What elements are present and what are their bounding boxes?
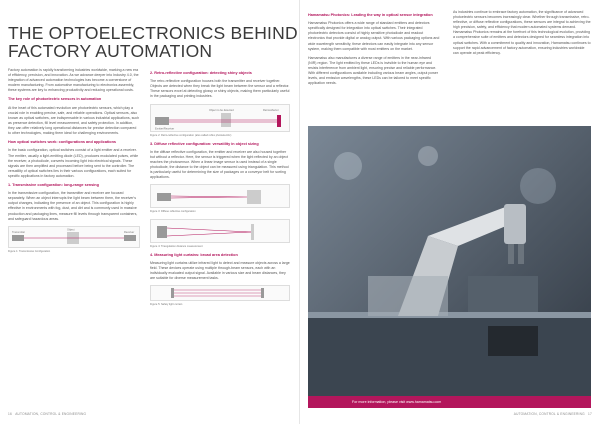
paragraph-photoelectric: At the heart of this automated revolution are photoelectric sensors, which play a crucial role in enabling precise, safe, and reliable operations. Optical sensors, also known as optical switches, are indispensable in various industrial applications, such as presence detection, fill level measurement, and safety protection. In addition, they can offer relatively long operational distances for precise detection compared to other technologies, making them ideal for challenging environments. [8, 105, 140, 136]
info-banner [308, 396, 591, 408]
retroreflector-shape [277, 115, 281, 127]
footer-left-text: AUTOMATION, CONTROL & ENGINEERING [15, 412, 87, 416]
heading-how-switches-work: How optical switches work: configurations and applications [8, 140, 117, 145]
middle-column [150, 68, 290, 412]
figure-light-curtain [150, 285, 290, 301]
fig1-label-object: Object [67, 228, 75, 232]
banner-text[interactable]: For more information, please visit www.hamamatsu.com [352, 400, 442, 404]
fig1-label-receiver: Receiver [124, 230, 135, 234]
robot-arm-image [308, 126, 591, 408]
light-curtain-diagram [151, 286, 289, 300]
figure-retro-reflective [150, 104, 290, 132]
heading-retro-reflective: 2. Retro-reflective configuration: detecting shiny objects [150, 71, 252, 75]
fig2-label-emitter-receiver: Emitter/Receiver [155, 127, 175, 131]
title-line-1: THE OPTOELECTRONICS BEHIND [8, 23, 298, 43]
footer-right-text: AUTOMATION, CONTROL & ENGINEERING [513, 412, 585, 416]
heading-photoelectric-sensors: The key role of photoelectric sensors in automation [8, 97, 102, 102]
figure-2-caption: Figure 2: Retro-reflective configuration (also called reflex photoelectric) [150, 133, 232, 137]
fig1-label-transmitter: Transmitter [12, 230, 26, 234]
diffuse-diagram [151, 185, 289, 207]
paragraph-conclusion: As industries continue to embrace factory automation, the significance of advanced photoelectric sensors becomes increasingly clear. Whether through transmissive, retro-reflective, or diffuse reflective configurations, these sensors are integral to achieving the high precision, safety, and efficiency that modern automated systems demand. Hamamatsu Photonics remains at the forefront of this technological evolution, providing a comprehensive suite of emitters and detectors designed for seamless integration into optical switches. With a commitment to quality and innovation, Hamamatsu continues to support the rapid advancement of factory automation, ensuring industries worldwide can operate at peak efficiency. [453, 10, 591, 55]
heading-light-curtains: 4. Measuring light curtains: broad area detection [150, 252, 238, 257]
paragraph-hamamatsu-detectors: Hamamatsu Photonics offers a wide range of standard emitters and detectors specifically designed for integration into optical switches. Their integrated photoelectric detectors consist of highly sensitive photodiode and readout electronics that provide digital or analog output. With various packaging options and wide wavelength sensitivity, these detectors can easily integrate into any sensor system, making them compatible with most emitters on the market. [308, 21, 440, 51]
paragraph-retro-reflective: The retro-reflective configuration houses both the transmitter and receiver together. Objects are detected when they break the light beam between the sensor and a reflector. These sensors excel at detecting glossy or shiny objects, making them particularly useful in the packaging and printing industries. [150, 79, 290, 99]
figure-3-caption: Figure 3: Diffuse reflective configuration [150, 210, 196, 214]
emitter-receiver-shape [155, 117, 169, 125]
right-column-2 [453, 10, 591, 130]
heading-diffuse: 3. Diffuse reflective configuration: versatility in object sizing [150, 141, 259, 146]
heading-hamamatsu: Hamamatsu Photonics: Leading the way in optical sensor integration [308, 13, 433, 17]
paragraph-light-curtains: Measuring light curtains utilize infrared light to detect and measure objects across a large field. These devices operate using multiple through-beam sensors, each with an individually evaluated output signal. Available in various size and beam distances, they are suitable for diverse measurement tasks. [150, 260, 290, 281]
transmitter-shape [12, 235, 24, 241]
paragraph-how-switches-work: In the basic configuration, optical switches consist of a light emitter and a receiver. The emitter, usually a light-emitting diode (LED), produces modulated pulses, while the receiver, a photodiode, converts incoming light into electrical signals. These signals are then amplified and processed before being sent to the controller. The versatility of optical switches lies in their various configurations, each suited for specific applications in factory automation. [8, 148, 139, 178]
receiver-shape [124, 235, 136, 241]
triangulation-diagram [151, 220, 289, 242]
factory-photo [308, 126, 591, 408]
left-column [8, 68, 140, 412]
footer-right [514, 412, 592, 416]
fig2-label-object: Object to be detected [209, 108, 234, 112]
figure-triangulation [150, 219, 290, 243]
heading-transmissive: 1. Transmissive configuration: long-range sensing [8, 183, 99, 187]
title-line-2: FACTORY AUTOMATION [8, 41, 213, 61]
figure-5-caption: Figure 5: Safety light curtain [150, 303, 183, 307]
page-number-right: 17 [588, 412, 592, 416]
right-page [300, 0, 600, 424]
page-number-left: 16 [8, 412, 12, 416]
intro-paragraph: Factory automation is rapidly transforming industries worldwide, marking a new era of efficiency, precision, and innovation. As we advance deeper into Industry 4.0, the integration of advanced automation technologies has become a cornerstone of modern manufacturing. From automotive manufacturing to electronics assembly, these systems are key to enhancing productivity and reducing operational costs. [8, 68, 139, 93]
paragraph-hamamatsu-emitters: Hamamatsu also manufactures a diverse range of emitters in the near-infrared (NIR) region. The light emitted by these LEDs is invisible to the human eye and resists interference from ambient light, ensuring precise and reliable performance. With different configurations available including various beam angles, output power levels, and emission wavelengths, these LEDs can be tailored to meet specific application needs. [308, 55, 439, 86]
page-title [8, 24, 298, 60]
transmissive-diagram [9, 227, 139, 247]
figure-4-caption: Figure 4: Triangulation distance measurement [150, 244, 203, 248]
paragraph-transmissive: In the transmissive configuration, the transmitter and receiver are focused separately. When an object interrupts the light beam between them, the receiver's output changes, indicating the presence of an object. This configuration is highly effective in environments with fog, dust, and dirt and is commonly used in massive production and packaging lines, measure fill levels through transparent containers, and safeguard hazardous areas. [8, 191, 138, 221]
figure-transmissive [8, 226, 140, 248]
figure-1-caption: Figure 1: Transmissive Configuration [8, 249, 51, 253]
figure-diffuse [150, 184, 290, 208]
footer-left [8, 412, 86, 416]
right-column-1 [308, 10, 440, 130]
paragraph-diffuse: In the diffuse reflective configuration, the emitter and receiver are also housed together but without a reflector. Here, the sensor is triggered when the light reflected by an object reaches the photosensor. When a linear image sensor is used instead of a single photodiode, the distance to the object can be measured using triangulation. This method is particularly useful for determining the size of packages on a conveyor belt for sorting applications. [150, 149, 289, 180]
retro-reflective-diagram [151, 105, 289, 131]
fig2-label-retroreflector: Retroreflector [263, 108, 279, 112]
